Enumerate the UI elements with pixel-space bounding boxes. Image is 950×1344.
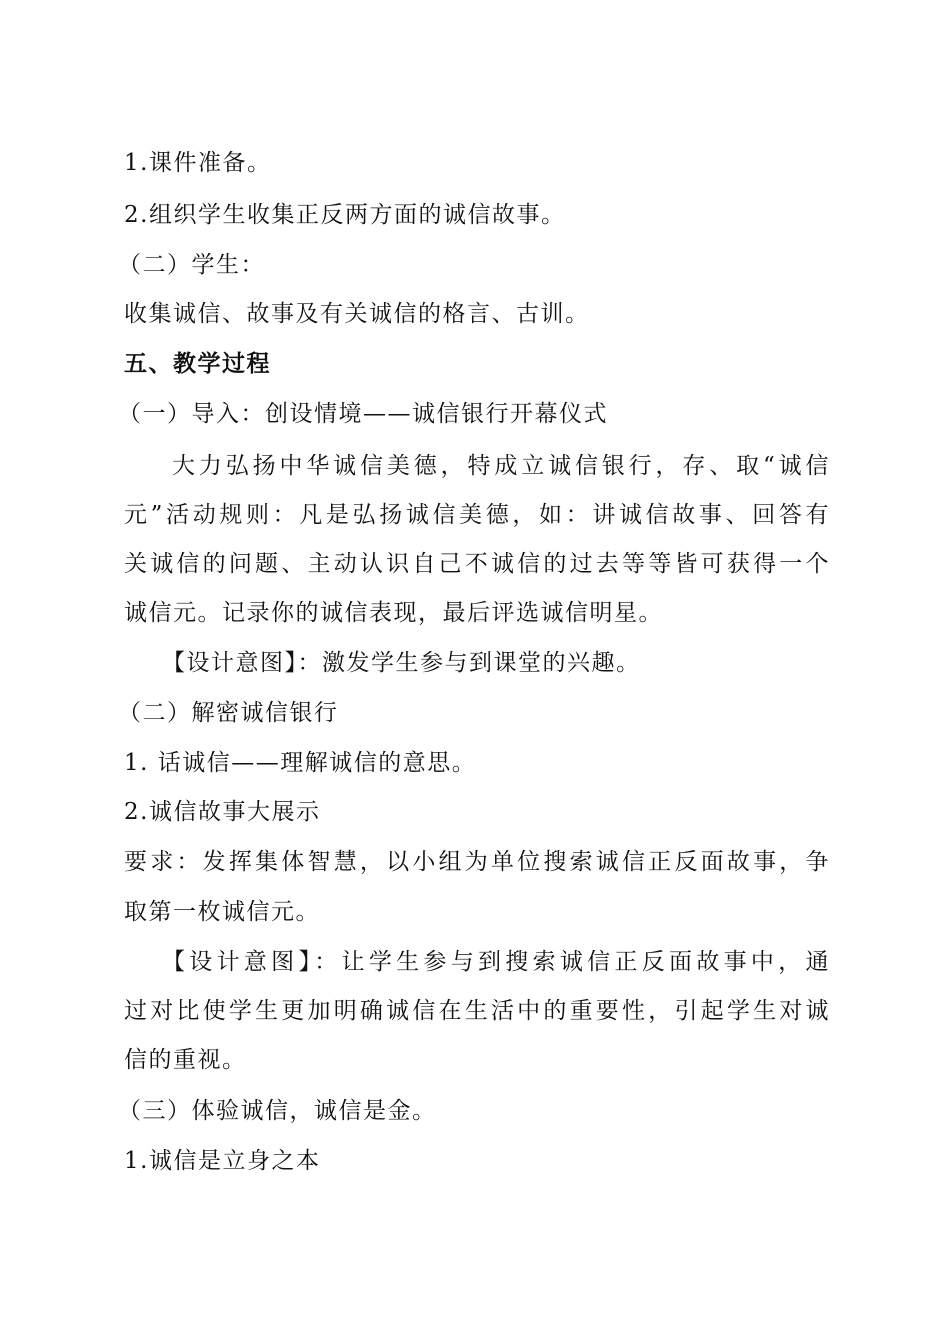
section-subheading: （二）学生： <box>118 252 265 278</box>
text-line: 2.诚信故事大展示 <box>124 799 321 825</box>
section-subheading: （二）解密诚信银行 <box>118 700 339 726</box>
section-heading: 五、教学过程 <box>124 351 271 377</box>
paragraph-line: 取第一枚诚信元。 <box>124 899 320 925</box>
design-intent-note: 【设计意图】：让学生参与到搜索诚信正反面故事中，通 <box>162 949 830 975</box>
text-line: 收集诚信、故事及有关诚信的格言、古训。 <box>124 301 590 327</box>
paragraph-line: 要求：发挥集体智慧，以小组为单位搜索诚信正反面故事，争 <box>124 849 830 875</box>
paragraph-line: 诚信元。记录你的诚信表现，最后评选诚信明星。 <box>124 600 663 626</box>
text-line: 1. 话诚信——理解诚信的意思。 <box>124 750 477 776</box>
paragraph-line: 关诚信的问题、主动认识自己不诚信的过去等等皆可获得一个 <box>124 551 830 577</box>
text-line: 2.组织学生收集正反两方面的诚信故事。 <box>124 202 566 228</box>
section-subheading: （三）体验诚信，诚信是金。 <box>118 1098 437 1124</box>
paragraph-line: 过对比使学生更加明确诚信在生活中的重要性，引起学生对诚 <box>124 998 830 1024</box>
paragraph-line: 大力弘扬中华诚信美德，特成立诚信银行，存、取“诚信 <box>172 453 830 479</box>
paragraph-line: 元”活动规则：凡是弘扬诚信美德，如：讲诚信故事、回答有 <box>124 502 830 528</box>
text-line: 1.诚信是立身之本 <box>124 1148 321 1174</box>
paragraph-line: 信的重视。 <box>124 1047 247 1073</box>
design-intent-note: 【设计意图】：激发学生参与到课堂的兴趣。 <box>162 650 641 676</box>
section-subheading: （一）导入：创设情境——诚信银行开幕仪式 <box>118 401 608 427</box>
text-line: 1.课件准备。 <box>124 150 272 176</box>
